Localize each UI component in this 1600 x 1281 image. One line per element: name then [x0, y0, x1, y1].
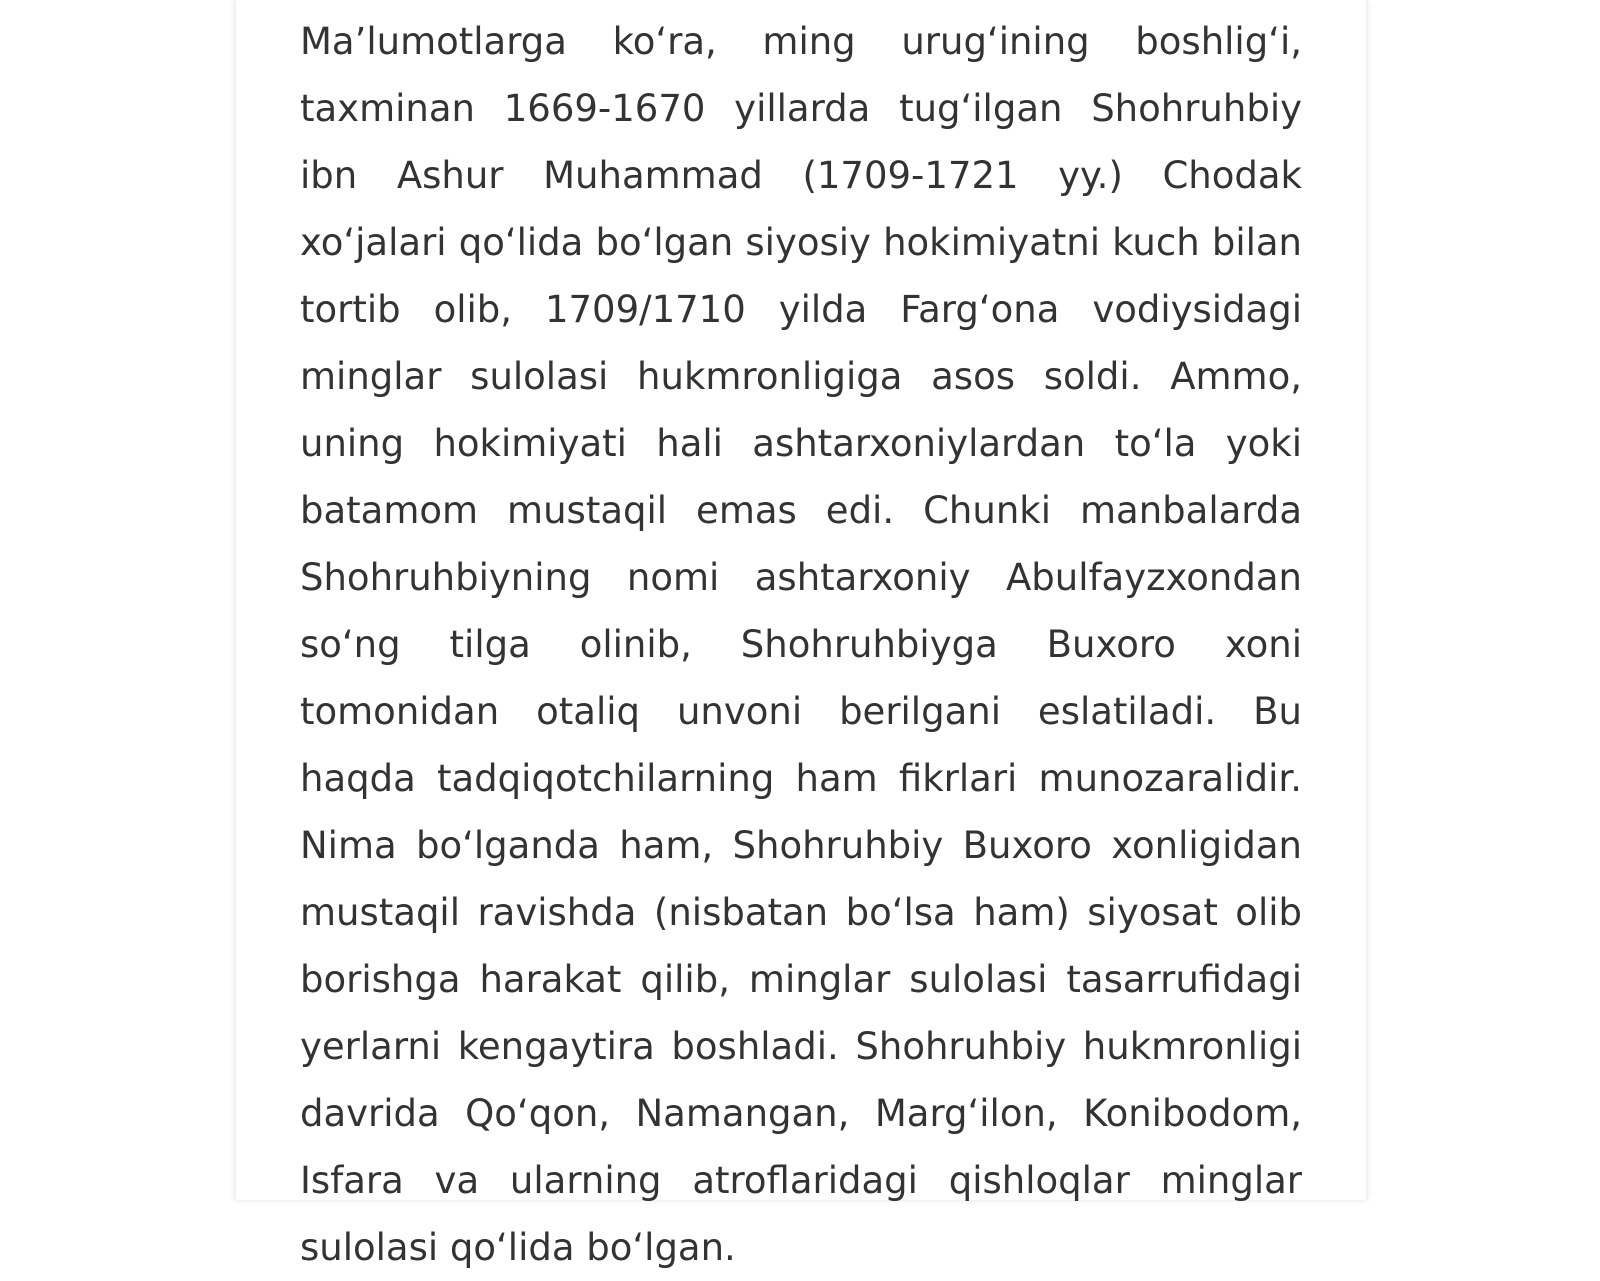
article-paragraph: Ma’lumotlarga ko‘ra, ming urug‘ining boshlig‘i, taxminan 1669-1670 yillarda tug‘ilgan Shohruhbiy ibn Ashur Muhammad (1709-1721 yy.) Chodak xo‘jalari qo‘lida bo‘lgan siyosiy hokimiyatni kuch bilan tortib olib, 1709/1710 yilda Farg‘ona vodiysidagi minglar sulolasi hukmronligiga asos soldi. Ammo, uning hokimiyati hali ashtarxoniylardan to‘la yoki batamom mustaqil emas edi. Chunki manbalarda Shohruhbiyning nomi ashtarxoniy Abulfayzxondan so‘ng tilga olinib, Shohruhbiyga Buxoro xoni tomonidan otaliq unvoni berilgani eslatiladi. Bu haqda tadqiqotchilarning ham fikrlari munozaralidir. Nima bo‘lganda ham, Shohruhbiy Buxoro xonligidan mustaqil ravishda (nisbatan bo‘lsa ham) siyosat olib borishga harakat qilib, minglar sulolasi tasarrufidagi yerlarni kengaytira boshladi. Shohruhbiy hukmronligi davrida Qo‘qon, Namangan, Marg‘ilon, Konibodom, Isfara va ularning atroflaridagi qishloqlar minglar sulolasi qo‘lida bo‘lgan.	[300, 20, 1302, 1269]
